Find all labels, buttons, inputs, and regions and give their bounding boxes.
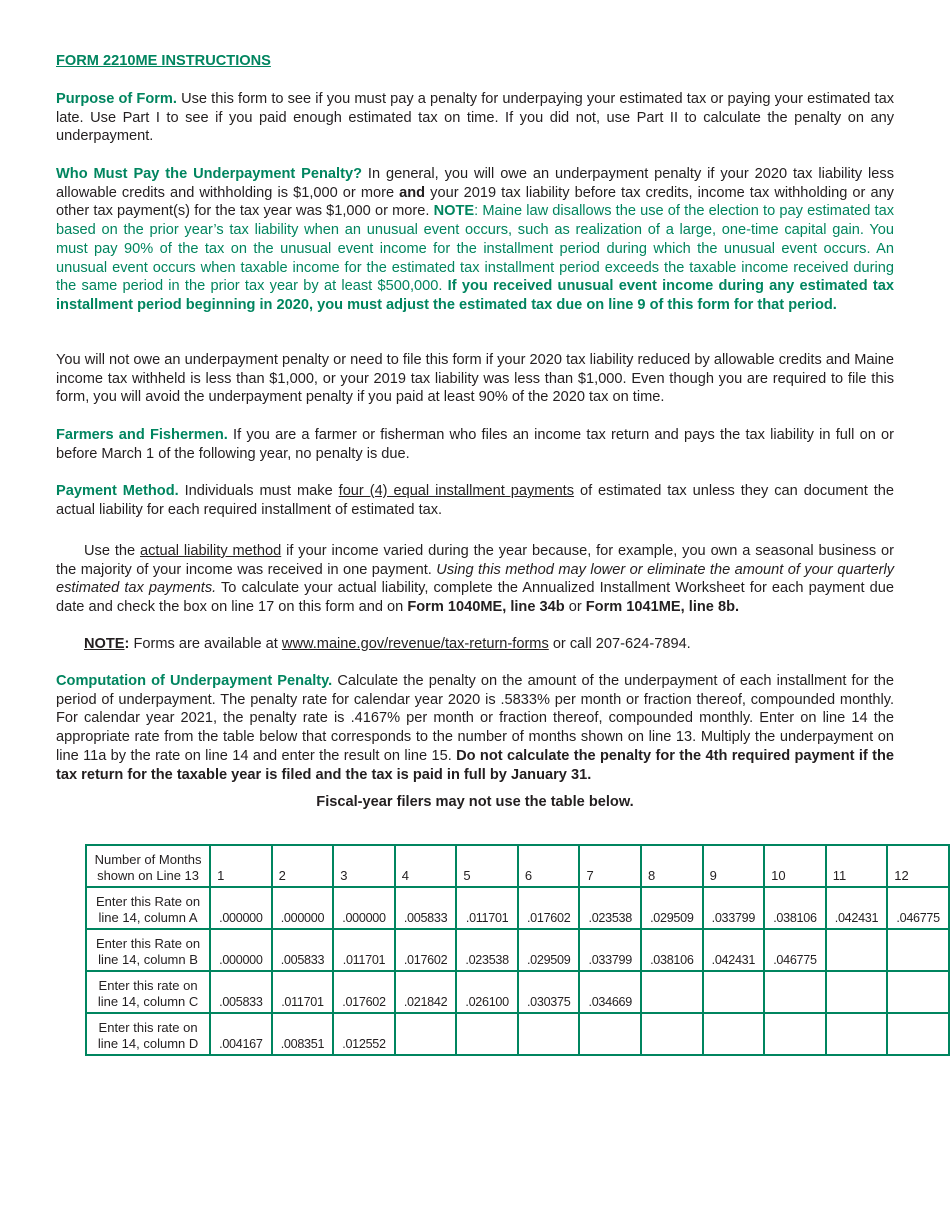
actual-form-1041me: Form 1041ME, line 8b. (585, 599, 740, 616)
computation-section (56, 672, 894, 784)
rate-cell: .012552 (333, 1013, 395, 1055)
forms-note (56, 635, 894, 654)
penalty-rate-table (85, 844, 950, 1056)
actual-text-1: Use the (84, 543, 141, 559)
row-label-line-2: line 14, column A (98, 910, 198, 925)
page-title: FORM 2210ME INSTRUCTIONS (56, 53, 271, 69)
row-label-line-1: Enter this rate on (98, 978, 198, 993)
header-label-line-1: Number of Months (94, 852, 202, 867)
rate-cell (395, 1013, 457, 1055)
rate-cell: .011701 (333, 929, 395, 971)
month-header: 7 (579, 845, 641, 887)
month-header: 5 (456, 845, 518, 887)
rate-cell: .000000 (272, 887, 334, 929)
table-header-row (86, 845, 949, 887)
rate-cell: .011701 (272, 971, 334, 1013)
month-header: 9 (703, 845, 765, 887)
no-penalty-paragraph: You will not owe an underpayment penalty or need to file this form if your 2020 tax liability reduced by allowable credits and Maine income tax withheld is less than $1,000, or your 2019 tax liability was less than $1,000. Even though you are required to file this form, you will avoid the underpayment penalty if you paid at least 90% of the 2020 tax on time. (56, 352, 894, 406)
forms-note-label: NOTE (84, 636, 125, 652)
computation-text: Calculate the penalty on the amount of the underpayment of each installment for the period of underpayment. The penalty rate for calendar year 2020 is .5833% per month or fraction thereof, compounded monthly. For calendar year 2021, the penalty rate is .4167% per month or fraction thereof, compounded monthly. Enter on line 14 the appropriate rate from the table below that corresponds to the number of months shown on line 13. Multiply the underpayment on line 11a by the rate on line 14 and enter the result on line 15. (56, 673, 895, 764)
forms-link[interactable]: www.maine.gov/revenue/tax-return-forms (281, 636, 549, 652)
month-header: 1 (210, 845, 272, 887)
month-header: 2 (272, 845, 334, 887)
rate-cell: .034669 (579, 971, 641, 1013)
actual-text-2: if your income varied during the year because, for example, you own a seasonal business or the majority of your income was received in one payment. (56, 543, 894, 578)
rate-cell: .029509 (518, 929, 580, 971)
rate-cell: .029509 (641, 887, 703, 929)
row-label-line-1: Enter this Rate on (96, 936, 201, 951)
table-row-column-c (86, 971, 949, 1013)
header-label-cell (86, 845, 210, 887)
month-header: 11 (826, 845, 888, 887)
who-note-text: : Maine law disallows the use of the election to pay estimated tax based on the prior year’s tax liability when an unusual event occurs, such as realization of a large, one-time capital gain. You must pay 90% of the tax on the unusual event income for the installment period during which the unusual event occurs. An unusual event occurs when taxable income for the estimated tax installment period exceeds the taxable income received during the same period in the prior tax year by at least $500,000. (56, 203, 894, 295)
computation-heading: Computation of Underpayment Penalty. (56, 673, 333, 689)
farmers-section (56, 426, 894, 463)
row-label-cell (86, 1013, 210, 1055)
payment-underline: four (4) equal installment payments (338, 483, 575, 499)
rate-cell (764, 1013, 826, 1055)
row-label-cell (86, 887, 210, 929)
rate-cell: .000000 (333, 887, 395, 929)
rate-cell (887, 929, 949, 971)
row-label-line-2: line 14, column B (98, 952, 198, 967)
table-row-column-b (86, 929, 949, 971)
rate-cell: .005833 (272, 929, 334, 971)
rate-cell: .008351 (272, 1013, 334, 1055)
row-label-line-2: line 14, column D (97, 1036, 199, 1051)
table-row-column-d (86, 1013, 949, 1055)
row-label-cell (86, 971, 210, 1013)
farmers-heading: Farmers and Fishermen. (56, 427, 228, 443)
farmers-text: If you are a farmer or fisherman who files an income tax return and pays the tax liability in full on or before March 1 of the following year, no penalty is due. (56, 427, 895, 462)
rate-cell: .005833 (210, 971, 272, 1013)
fiscal-year-note: Fiscal-year filers may not use the table below. (316, 794, 634, 810)
rate-cell (518, 1013, 580, 1055)
actual-text-3: To calculate your actual liability, complete the Annualized Installment Worksheet for each payment due date and check the box on line 17 on this form and on (56, 580, 894, 616)
rate-cell: .004167 (210, 1013, 272, 1055)
rate-cell (703, 971, 765, 1013)
month-header: 6 (518, 845, 580, 887)
who-must-pay-section (56, 165, 894, 315)
actual-form-1040me: Form 1040ME, line 34b (407, 599, 565, 616)
row-label-line-1: Enter this Rate on (96, 894, 201, 909)
rate-cell: .038106 (641, 929, 703, 971)
actual-italic: Using this method may lower or eliminate the amount of your quarterly estimated tax payments. (56, 561, 894, 597)
actual-liability-paragraph (56, 542, 894, 617)
who-text-1: In general, you will owe an underpayment penalty if your 2020 tax liability less allowable credits and withholding is $1,000 or more (56, 166, 894, 201)
rate-cell (641, 1013, 703, 1055)
rate-cell: .017602 (518, 887, 580, 929)
who-note-label: NOTE (433, 203, 475, 220)
rate-cell (887, 1013, 949, 1055)
rate-cell (826, 1013, 888, 1055)
rate-cell: .000000 (210, 887, 272, 929)
rate-cell: .033799 (703, 887, 765, 929)
purpose-heading: Purpose of Form. (56, 91, 177, 107)
row-label-cell (86, 929, 210, 971)
rate-cell: .017602 (395, 929, 457, 971)
rate-cell: .017602 (333, 971, 395, 1013)
rate-cell: .011701 (456, 887, 518, 929)
forms-note-text-1: Forms are available at (129, 636, 282, 652)
rate-cell (826, 929, 888, 971)
rate-cell: .030375 (518, 971, 580, 1013)
month-header: 10 (764, 845, 826, 887)
forms-note-colon: : (124, 636, 130, 652)
rate-cell: .026100 (456, 971, 518, 1013)
month-header: 12 (887, 845, 949, 887)
who-heading: Who Must Pay the Underpayment Penalty? (56, 166, 362, 182)
rate-cell (456, 1013, 518, 1055)
rate-cell: .021842 (395, 971, 457, 1013)
rate-cell (579, 1013, 641, 1055)
who-note-bold: If you received unusual event income during any estimated tax installment period beginning in 2020, you must adjust the estimated tax due on line 9 of this form for that period. (56, 278, 894, 313)
rate-cell: .042431 (703, 929, 765, 971)
computation-bold: Do not calculate the penalty for the 4th required payment if the tax return for the taxable year is filed and the tax is paid in full by January 31. (56, 747, 895, 783)
purpose-section (56, 90, 894, 146)
rate-cell: .033799 (579, 929, 641, 971)
header-label-line-2: shown on Line 13 (97, 868, 199, 883)
who-and: and (399, 184, 426, 201)
payment-method-section (56, 482, 894, 519)
rate-cell (703, 1013, 765, 1055)
row-label-line-1: Enter this rate on (98, 1020, 198, 1035)
actual-underline: actual liability method (140, 543, 282, 559)
rate-cell (764, 971, 826, 1013)
payment-text-1: Individuals must make (178, 483, 339, 499)
rate-cell (641, 971, 703, 1013)
month-header: 3 (333, 845, 395, 887)
month-header: 4 (395, 845, 457, 887)
payment-text-2: of estimated tax unless they can document the actual liability for each required installment of estimated tax. (56, 483, 894, 518)
who-text-2: your 2019 tax liability before tax credits, income tax withholding or any other tax payment(s) for the tax year was $1,000 or more. (56, 184, 894, 220)
rate-cell: .000000 (210, 929, 272, 971)
rate-cell (826, 971, 888, 1013)
rate-cell: .046775 (764, 929, 826, 971)
row-label-line-2: line 14, column C (97, 994, 199, 1009)
rate-cell (887, 971, 949, 1013)
rate-cell: .005833 (395, 887, 457, 929)
month-header: 8 (641, 845, 703, 887)
actual-or: or (564, 599, 586, 616)
forms-note-text-2: or call 207-624-7894. (548, 636, 691, 652)
rate-cell: .023538 (456, 929, 518, 971)
payment-heading: Payment Method. (56, 483, 179, 499)
table-row-column-a (86, 887, 949, 929)
rate-cell: .023538 (579, 887, 641, 929)
rate-cell: .042431 (826, 887, 888, 929)
purpose-text: Use this form to see if you must pay a penalty for underpaying your estimated tax or paying your estimated tax late. Use Part I to see if you paid enough estimated tax on time. If you did not, use Part II to calculate the penalty on any underpayment. (56, 91, 895, 145)
rate-cell: .038106 (764, 887, 826, 929)
rate-cell: .046775 (887, 887, 949, 929)
